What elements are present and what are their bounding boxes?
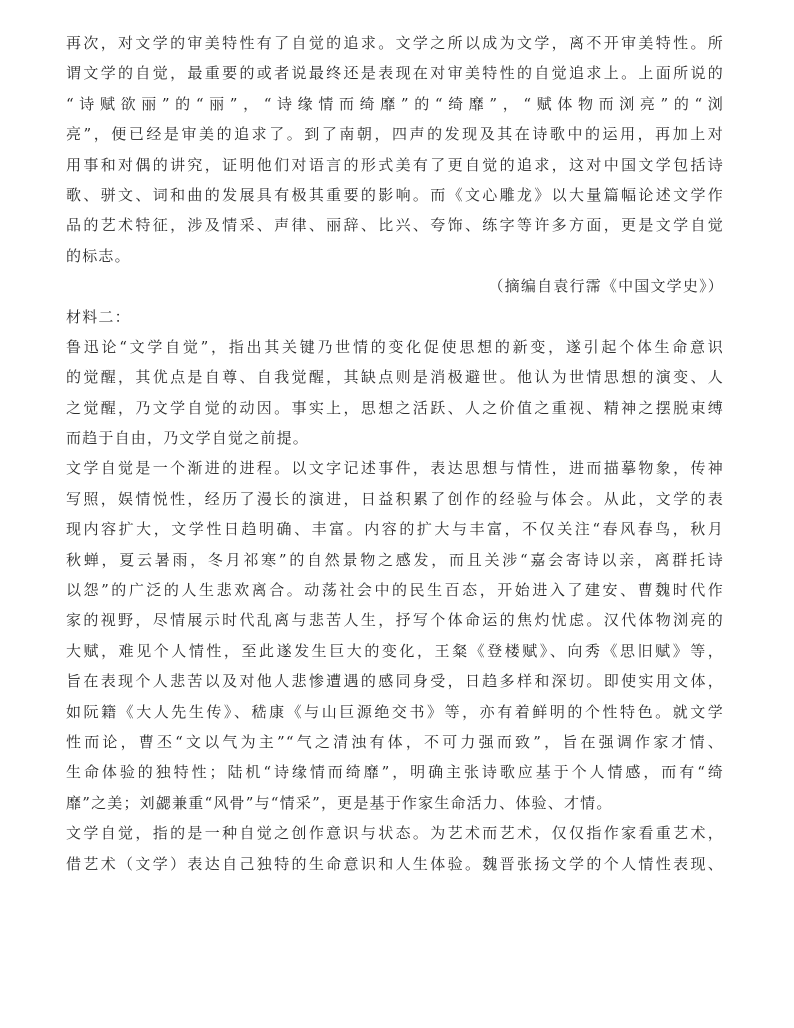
text-line: 写照，娱情悦性，经历了漫长的演进，日益积累了创作的经验与体会。从此，文学的表 (66, 489, 724, 508)
text-line: 的标志。 (66, 246, 131, 265)
text-line: 亮”，便已经是审美的追求了。到了南朝，四声的发现及其在诗歌中的运用，再加上对 (66, 125, 724, 144)
text-line: 秋蝉，夏云暑雨，冬月祁寒”的自然景物之感发，而且关涉“嘉会寄诗以亲，离群托诗 (66, 550, 724, 569)
text-line: 文学自觉是一个渐进的进程。以文字记述事件，表达思想与情性，进而描摹物象，传神 (66, 459, 724, 478)
text-line: 靡”之美；刘勰兼重“风骨”与“情采”，更是基于作家生命活力、体验、才情。 (66, 793, 613, 812)
text-line: 品的艺术特征，涉及情采、声律、丽辞、比兴、夸饰、练字等许多方面，更是文学自觉 (66, 216, 724, 235)
text-line: 再次，对文学的审美特性有了自觉的追求。文学之所以成为文学，离不开审美特性。所 (66, 34, 724, 52)
text-line: 的觉醒，其优点是自尊、自我觉醒，其缺点则是消极避世。他认为世情思想的演变、人 (66, 368, 724, 387)
text-line: 以怨”的广泛的人生悲欢离合。动荡社会中的民生百态，开始进入了建安、曹魏时代作 (66, 581, 724, 600)
text-line: 性而论，曹丕“文以气为主”“气之清浊有体，不可力强而致”，旨在强调作家才情、 (66, 732, 724, 751)
text-line: 文学自觉，指的是一种自觉之创作意识与状态。为艺术而艺术，仅仅指作家看重艺术， (66, 824, 724, 843)
text-line: 歌、骈文、词和曲的发展具有极其重要的影响。而《文心雕龙》以大量篇幅论述文学作 (66, 185, 724, 204)
text-line: 鲁迅论“文学自觉”，指出其关键乃世情的变化促使思想的新变，遂引起个体生命意识 (66, 337, 724, 356)
section-heading: 材料二： (66, 307, 131, 326)
text-line: 借艺术（文学）表达自己独特的生命意识和人生体验。魏晋张扬文学的个人情性表现、 (66, 854, 724, 873)
text-line: 之觉醒，乃文学自觉的动因。事实上，思想之活跃、人之价值之重视、精神之摆脱束缚 (66, 398, 724, 417)
text-line: 如阮籍《大人先生传》、嵇康《与山巨源绝交书》等，亦有着鲜明的个性特色。就文学 (66, 702, 724, 721)
text-line: 大赋，难见个人情性，至此遂发生巨大的变化，王粲《登楼赋》、向秀《思旧赋》等， (66, 641, 724, 660)
text-line: 而趋于自由，乃文学自觉之前提。 (66, 429, 310, 448)
text-line: 现内容扩大，文学性日趋明确、丰富。内容的扩大与丰富，不仅关注“春风春鸟，秋月 (66, 520, 724, 539)
source-citation: （摘编自袁行霈《中国文学史》） (488, 277, 724, 296)
text-line: 生命体验的独特性；陆机“诗缘情而绮靡”，明确主张诗歌应基于个人情感，而有“绮 (66, 763, 724, 782)
text-line: 旨在表现个人悲苦以及对他人悲惨遭遇的感同身受，日趋多样和深切。即使实用文体， (66, 672, 724, 691)
text-line: “诗赋欲丽”的“丽”，“诗缘情而绮靡”的“绮靡”，“赋体物而浏亮”的“浏 (66, 94, 724, 113)
text-line: 用事和对偶的讲究，证明他们对语言的形式美有了更自觉的追求，这对中国文学包括诗 (66, 155, 724, 174)
text-line: 家的视野，尽情展示时代乱离与悲苦人生，抒写个体命运的焦灼忧虑。汉代体物浏亮的 (66, 611, 724, 630)
text-line: 谓文学的自觉，最重要的或者说最终还是表现在对审美特性的自觉追求上。上面所说的 (66, 64, 724, 83)
